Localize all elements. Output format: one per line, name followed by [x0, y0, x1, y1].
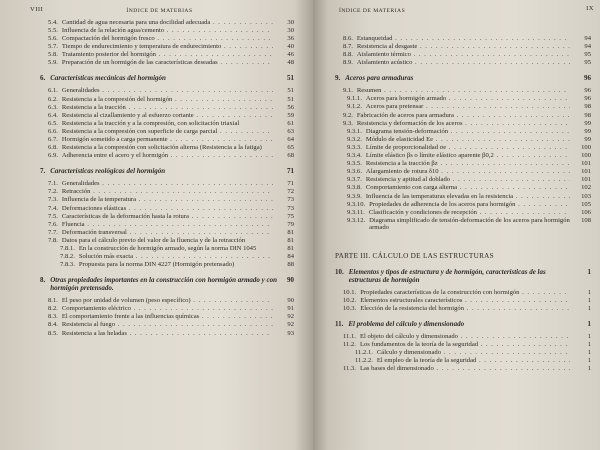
page-number: 98 [584, 103, 591, 111]
page-number: 99 [584, 127, 591, 135]
chapter-number: 9. [335, 74, 341, 83]
section-title: Resumen . . . [357, 87, 570, 94]
section-title: El peso por unidad de volumen (peso específico) . . . [62, 297, 273, 304]
page-number: 68 [287, 152, 294, 160]
section-number: 6.5. [48, 119, 58, 127]
page-number: 71 [287, 180, 294, 188]
chapter-number: 6. [40, 74, 46, 83]
section-title: Aislamiento acústico . . . [357, 59, 570, 66]
section-title: Resistencia a la tracción y a la compresión, con solicitación triaxial [61, 119, 240, 127]
section-title: Clasificación y condiciones de recepción . . . [369, 209, 570, 216]
section-title: Características de la deformación hasta la rotura . . . [62, 213, 273, 220]
page-number: 108 [581, 216, 591, 224]
page-number: 1 [587, 332, 591, 340]
section-number: 9.3.4. [347, 152, 362, 160]
toc-entry [335, 217, 591, 231]
chapter-page-number: 51 [287, 74, 294, 83]
section-title: Deformación transversal . . . [62, 229, 273, 236]
section-number: 8.7. [343, 43, 353, 51]
section-title: En la construcción de hormigón armado, según la norma DIN 1045 [78, 244, 257, 252]
chapter-heading [40, 167, 294, 175]
toc-entry [335, 184, 591, 191]
toc-entry [40, 253, 294, 260]
section-number: 11.2.1. [355, 349, 373, 357]
section-number: 9.3.6. [347, 168, 362, 176]
section-number: 9.3.7. [347, 176, 362, 184]
section-number: 8.9. [343, 59, 353, 67]
page-number: 102 [581, 184, 591, 192]
page-number: 100 [581, 143, 591, 151]
section-title: Influencia de la temperatura . . . [62, 196, 273, 203]
chapter-number: 11. [335, 319, 344, 328]
section-title: Resistencia a la tracción . . . [62, 104, 273, 111]
page-number: 88 [287, 261, 294, 269]
page-number: 61 [287, 119, 294, 127]
toc-entry [335, 144, 591, 151]
chapter-title: Aceros para armaduras [345, 74, 414, 83]
section-number: 11.3. [343, 365, 356, 373]
page-number: 81 [287, 236, 294, 244]
section-title: Diagrama tensión-deformación . . . [366, 128, 570, 135]
toc-entry [335, 365, 591, 372]
section-title: Propuesta para la norma DIN 4227 (Hormigón pretensado) [78, 261, 235, 269]
toc-entry [335, 43, 591, 50]
page-number: 64 [287, 136, 294, 144]
page-number: 1 [587, 349, 591, 357]
toc-entry [40, 205, 294, 212]
section-number: 7.8.1. [60, 244, 75, 252]
section-number: 5.4. [48, 19, 58, 26]
section-title: Diagrama simplificado de tensión-deformación de los aceros para hormigón armado [369, 216, 570, 231]
section-number: 9.3.12. [347, 216, 366, 224]
toc-entry [335, 136, 591, 143]
chapter-page-number: 71 [287, 167, 294, 176]
section-number: 9.3.8. [347, 184, 362, 192]
section-number: 7.7. [48, 228, 58, 236]
section-number: 8.4. [48, 321, 58, 329]
section-number: 6.2. [48, 95, 58, 103]
chapter-title: Elementos y tipos de estructura y de hormigón, características de las estructuras de hormigón [348, 267, 546, 284]
section-title: El objeto del cálculo y dimensionado . . . [360, 333, 570, 340]
section-title: Comportamiento con carga alterna . . . [366, 184, 570, 191]
section-title: Resistencia al desgaste . . . [357, 43, 570, 50]
toc-entry [40, 43, 294, 50]
section-number: 7.8.3. [60, 261, 75, 269]
page-number: 92 [287, 313, 294, 321]
section-number: 6.7. [48, 136, 58, 144]
page-number: 101 [581, 160, 591, 168]
section-title: Resistencia al fuego . . . [62, 321, 273, 328]
page-number: 90 [287, 297, 294, 305]
page-number: 46 [287, 51, 294, 59]
section-number: 7.5. [48, 212, 58, 220]
section-title: Resistencia a las heladas . . . [62, 330, 273, 337]
section-number: 7.2. [48, 188, 58, 196]
section-title: Módulo de elasticidad Ee . . . [366, 136, 570, 143]
section-number: 10.1. [343, 288, 357, 296]
section-title: Cálculo y dimensionado . . . [377, 349, 570, 356]
page-number: 72 [287, 188, 294, 196]
page-number: 99 [584, 119, 591, 127]
section-title: Resistencia a la compresión con superficie de carga parcial . . . [62, 128, 273, 135]
section-title: Propiedades características de la construcción con hormigón . . . [360, 289, 570, 296]
toc-entry [335, 168, 591, 175]
section-number: 9.3.3. [347, 143, 362, 151]
chapter-number: 7. [40, 167, 46, 176]
section-number: 11.2. [343, 341, 356, 349]
toc-entry [40, 213, 294, 220]
section-number: 6.8. [48, 144, 58, 152]
toc-entry [40, 229, 294, 236]
toc-entry [335, 95, 591, 102]
page-number: 93 [287, 329, 294, 337]
section-number: 9.3.2. [347, 135, 362, 143]
page-number: 1 [587, 365, 591, 373]
section-title: Influencia de las temperaturas elevadas en la resistencia . . . [366, 193, 570, 200]
section-number: 11.1. [343, 332, 356, 340]
section-title: Resistencia y aptitud al doblado . . . [366, 176, 570, 183]
chapter-heading [40, 74, 294, 82]
section-title: Comportamiento eléctrico . . . [62, 305, 273, 312]
chapter-title: Otras propiedades importantes en la construcción con hormigón armado y con hormigón pretensado. [50, 276, 277, 293]
section-number: 5.5. [48, 27, 58, 35]
section-title: Datos para el cálculo previo del valor de la fluencia y de la retracción [61, 236, 246, 244]
left-running-head: ÍNDICE DE MATERIAS [126, 8, 193, 14]
section-number: 8.6. [343, 35, 353, 42]
section-number: 5.6. [48, 35, 58, 43]
right-page-header [339, 5, 594, 19]
page-number: 73 [287, 196, 294, 204]
section-title: Resistencia a la tracción βz . . . [366, 160, 570, 167]
page-number: 59 [287, 111, 294, 119]
section-title: Los fundamentos de la teoría de la seguridad . . . [360, 341, 570, 348]
toc-entry [40, 221, 294, 228]
right-page-number: IX [586, 5, 594, 12]
section-title: Aceros para hormigón armado . . . [366, 95, 570, 102]
page-number: 40 [287, 43, 294, 51]
section-title: Elección de la resistencia del hormigón . . . [360, 305, 570, 312]
toc-entry [335, 333, 591, 340]
section-title: Resistencia a la compresión con solicitación alterna (Resistencia a la fatiga) [61, 144, 262, 152]
toc-entry [40, 144, 294, 151]
section-title: Solución más exacta . . . [79, 253, 273, 260]
page-number: 96 [584, 87, 591, 95]
toc-entry [335, 51, 591, 58]
section-number: 10.3. [343, 304, 357, 312]
page-number: 96 [584, 95, 591, 103]
right-toc [335, 35, 591, 373]
section-number: 5.9. [48, 59, 58, 67]
toc-entry [40, 120, 294, 127]
section-number: 9.2. [343, 111, 353, 119]
toc-entry [335, 35, 591, 42]
toc-entry [40, 196, 294, 203]
page-number: 36 [287, 35, 294, 43]
page-number: 84 [287, 253, 294, 261]
section-title: Límite de proporcionalidad σe . . . [366, 144, 570, 151]
page-number: 65 [287, 144, 294, 152]
toc-entry [40, 27, 294, 34]
section-number: 5.7. [48, 43, 58, 51]
section-number: 10.2. [343, 296, 357, 304]
section-title: Fluencia . . . [62, 221, 273, 228]
section-number: 9.1.2. [347, 103, 362, 111]
toc-entry [335, 103, 591, 110]
page-number: 81 [287, 228, 294, 236]
toc-entry [40, 261, 294, 268]
page-number: 95 [584, 51, 591, 59]
page-number: 1 [587, 341, 591, 349]
section-number: 9.3.11. [347, 208, 365, 216]
page-number: 95 [584, 59, 591, 67]
chapter-heading [40, 276, 294, 292]
section-number: 8.3. [48, 313, 58, 321]
toc-entry [335, 152, 591, 159]
toc-entry [335, 128, 591, 135]
toc-entry [40, 19, 294, 26]
toc-entry [335, 305, 591, 312]
section-number: 8.1. [48, 297, 58, 305]
section-title: Influencia de la relación agua/cemento . . . [62, 27, 273, 34]
chapter-title: Características reológicas del hormigón [50, 167, 166, 176]
page-number: 100 [581, 152, 591, 160]
toc-entry [40, 87, 294, 94]
toc-entry [40, 237, 294, 244]
chapter-number: 10. [335, 267, 344, 276]
page-number: 92 [287, 321, 294, 329]
chapter-heading [335, 320, 591, 328]
toc-entry [40, 245, 294, 252]
section-number: 7.3. [48, 196, 58, 204]
page-number: 103 [581, 192, 591, 200]
toc-entry [40, 313, 294, 320]
section-title: Elementos estructurales característicos . . . [360, 297, 570, 304]
chapter-heading [335, 74, 591, 82]
section-number: 5.8. [48, 51, 58, 59]
page-number: 94 [584, 35, 591, 42]
chapter-page-number: 96 [584, 74, 591, 83]
section-title: Resistencia al cizallamiento y al esfuerzo cortante . . . [62, 112, 273, 119]
chapter-page-number: 90 [287, 276, 294, 285]
page-number: 105 [581, 200, 591, 208]
page-number: 51 [287, 95, 294, 103]
toc-entry [335, 160, 591, 167]
section-title: Tiempo de endurecimiento y temperatura de endurecimiento . . . [62, 43, 273, 50]
chapter-page-number: 1 [587, 319, 591, 328]
chapter-title: El problema del cálculo y dimensionado [348, 319, 465, 328]
toc-entry [40, 180, 294, 187]
page-number: 106 [581, 208, 591, 216]
section-title: Las bases del dimensionado . . . [360, 365, 570, 372]
chapter-page-number: 1 [587, 267, 591, 276]
section-title: El comportamiento frente a las influencias químicas . . . [62, 313, 273, 320]
page-number: 1 [587, 304, 591, 312]
section-title: Preparación de un hormigón de las características deseadas . . . [62, 59, 273, 66]
section-number: 8.8. [343, 51, 353, 59]
toc-entry [335, 87, 591, 94]
section-number: 7.8.2. [60, 253, 75, 261]
section-title: Retracción . . . [62, 188, 273, 195]
toc-entry [40, 305, 294, 312]
section-number: 7.1. [48, 180, 58, 188]
section-number: 9.3.5. [347, 160, 362, 168]
section-title: Generalidades . . . [62, 87, 273, 94]
toc-entry [335, 357, 591, 364]
toc-entry [335, 349, 591, 356]
section-title: El empleo de la teoría de la seguridad . . . [377, 357, 570, 364]
section-number: 6.1. [48, 87, 58, 95]
page-number: 94 [584, 43, 591, 51]
section-number: 6.3. [48, 103, 58, 111]
right-page [313, 0, 600, 450]
section-title: Tratamiento posterior del hormigón . . . [62, 51, 273, 58]
toc-entry [335, 209, 591, 216]
page-number: 98 [584, 111, 591, 119]
section-title: Fabricación de aceros para armadura . . . [357, 112, 570, 119]
section-title: Límite elástico βs o límite elástico aparente β0,2 . . . [366, 152, 570, 159]
section-number: 9.1.1. [347, 95, 362, 103]
section-number: 7.4. [48, 204, 58, 212]
page-number: 79 [287, 220, 294, 228]
page-number: 30 [287, 27, 294, 35]
toc-entry [335, 341, 591, 348]
chapter-heading [335, 268, 591, 284]
section-title: Generalidades . . . [62, 180, 273, 187]
page-number: 63 [287, 127, 294, 135]
section-title: Hormigón sometido a carga permanente . . . [62, 136, 273, 143]
section-number: 7.8. [48, 236, 58, 244]
section-number: 7.6. [48, 220, 58, 228]
section-number: 11.2.2. [355, 357, 373, 365]
page-number: 99 [584, 135, 591, 143]
section-title: Estanqueidad . . . [357, 35, 570, 42]
section-title: Propiedades de adherencia de los aceros para hormigón . . . [369, 201, 570, 208]
toc-entry [335, 176, 591, 183]
section-title: Resistencia y deformación de los aceros . . . [357, 120, 570, 127]
page-number: 51 [287, 87, 294, 95]
page-number: 1 [587, 288, 591, 296]
toc-entry [40, 104, 294, 111]
section-number: 9.3.1. [347, 127, 362, 135]
section-title: Compactación del hormigón fresco . . . [62, 35, 273, 42]
page-number: 1 [587, 357, 591, 365]
part-heading: PARTE III. CÁLCULO DE LAS ESTRUCTURAS [335, 251, 494, 260]
toc-entry [40, 96, 294, 103]
section-number: 8.2. [48, 305, 58, 313]
section-number: 6.4. [48, 111, 58, 119]
toc-entry [335, 120, 591, 127]
page-number: 81 [287, 244, 294, 252]
section-title: Alargamiento de rotura δ10 . . . [366, 168, 570, 175]
toc-entry [335, 59, 591, 66]
section-title: Cantidad de agua necesaria para una docilidad adecuada . . . [62, 19, 273, 26]
toc-entry [40, 59, 294, 66]
chapter-number: 8. [40, 276, 46, 285]
left-page-number: VIII [30, 6, 44, 13]
section-title: Aceros para pretensar . . . [366, 103, 570, 110]
section-title: Deformaciones elásticas . . . [62, 205, 273, 212]
page-number: 48 [287, 59, 294, 67]
section-title: Aislamiento térmico . . . [357, 51, 570, 58]
toc-entry [40, 330, 294, 337]
section-number: 8.5. [48, 329, 58, 337]
page-number: 91 [287, 305, 294, 313]
section-number: 6.9. [48, 152, 58, 160]
page-number: 30 [287, 19, 294, 26]
toc-entry [335, 201, 591, 208]
section-number: 9.3. [343, 119, 353, 127]
page-number: 101 [581, 168, 591, 176]
toc-entry [40, 112, 294, 119]
page-number: 56 [287, 103, 294, 111]
page-number: 101 [581, 176, 591, 184]
right-running-head: ÍNDICE DE MATERIAS [339, 8, 406, 14]
section-title: Resistencia a la compresión del hormigón . . . [62, 96, 273, 103]
left-page-header [30, 4, 289, 18]
toc-entry [335, 193, 591, 200]
toc-entry [40, 128, 294, 135]
section-number: 9.1. [343, 87, 353, 95]
chapter-title: Características mecánicas del hormigón [50, 74, 166, 83]
toc-entry [335, 289, 591, 296]
toc-entry [40, 35, 294, 42]
section-number: 6.6. [48, 127, 58, 135]
section-number: 9.3.10. [347, 200, 366, 208]
toc-entry [40, 152, 294, 159]
toc-entry [40, 188, 294, 195]
section-number: 9.3.9. [347, 192, 362, 200]
page-number: 1 [587, 296, 591, 304]
toc-entry [335, 112, 591, 119]
toc-entry [40, 321, 294, 328]
section-title: Adherencia entre el acero y el hormigón . . . [62, 152, 273, 159]
page-number: 73 [287, 204, 294, 212]
toc-entry [40, 297, 294, 304]
left-toc [40, 19, 294, 338]
page-number: 75 [287, 212, 294, 220]
toc-entry [40, 136, 294, 143]
toc-entry [40, 51, 294, 58]
toc-entry [335, 297, 591, 304]
